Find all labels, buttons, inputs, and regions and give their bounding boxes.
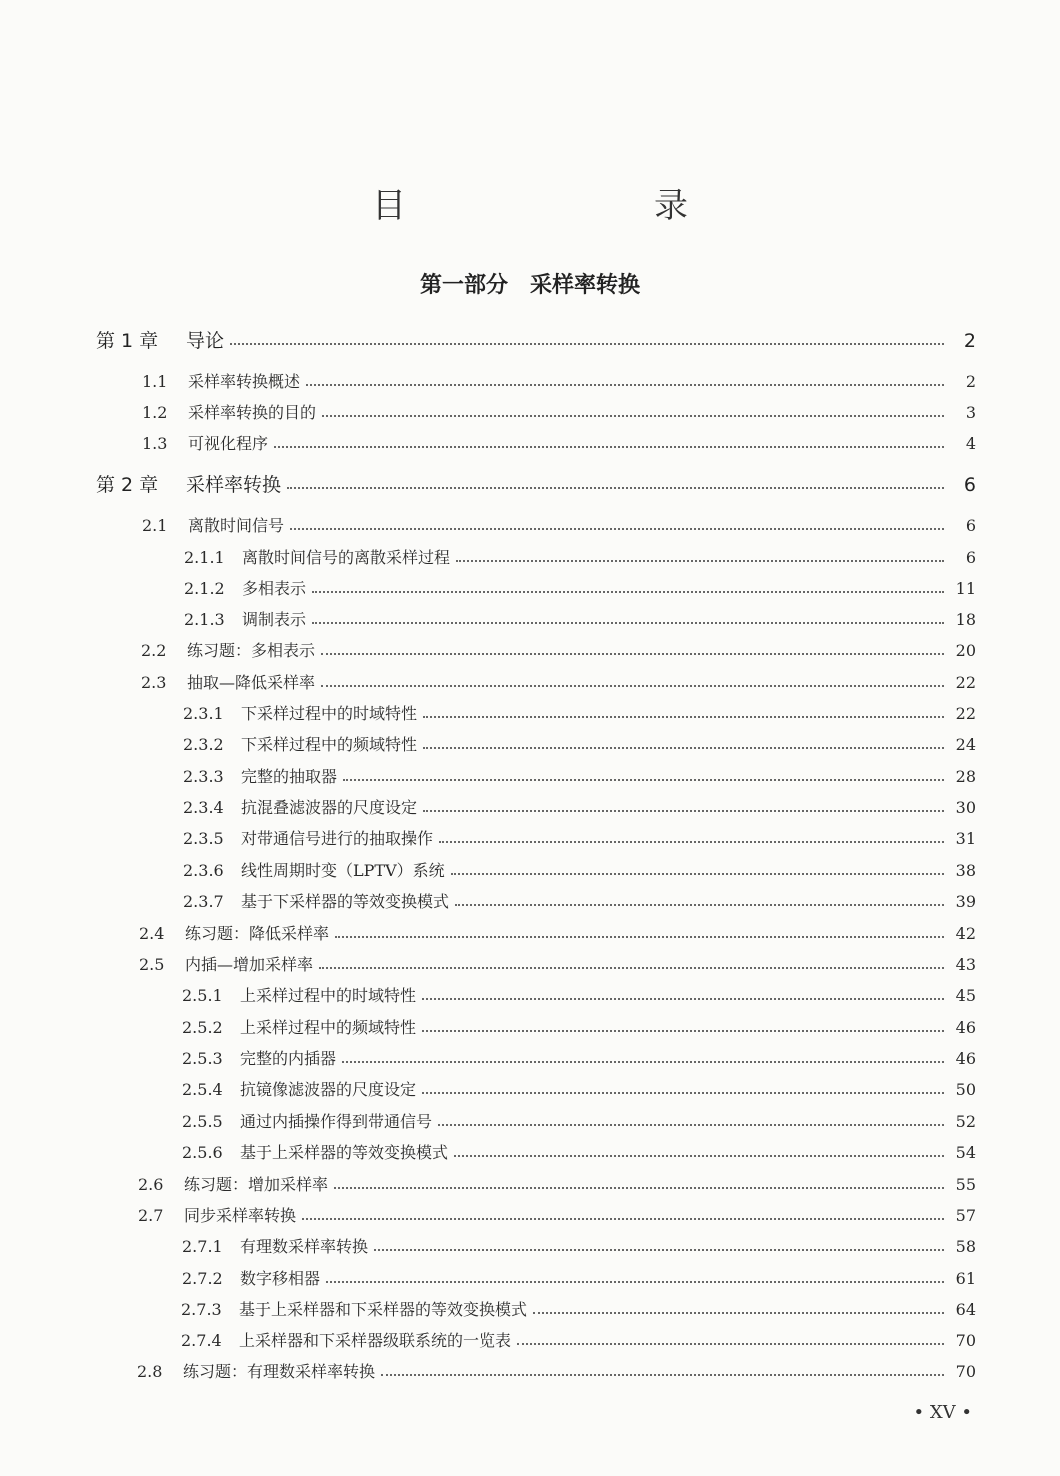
toc-entry-page: 22 xyxy=(955,673,976,692)
dot-leader xyxy=(326,1281,944,1283)
toc-entry-label: 基于上采样器的等效变换模式 xyxy=(240,1143,449,1162)
page-number: • XV • xyxy=(913,1402,972,1423)
toc-entry-page: 58 xyxy=(955,1237,976,1256)
dot-leader xyxy=(302,1218,944,1220)
dot-leader xyxy=(423,716,944,718)
toc-entry-subsection[interactable] xyxy=(182,1046,976,1069)
toc-entry-label: 采样率转换 xyxy=(186,474,282,496)
dot-leader xyxy=(230,343,944,345)
toc-entry-subsection[interactable] xyxy=(182,1077,976,1100)
toc-entry-subsection[interactable] xyxy=(182,1234,976,1257)
toc-entry-page: 3 xyxy=(965,403,976,422)
toc-entry-page: 6 xyxy=(963,474,976,496)
dot-leader xyxy=(422,1030,944,1032)
dot-leader xyxy=(321,653,944,655)
toc-entry-number: 2.1 xyxy=(142,516,168,535)
toc-entry-label: 有理数采样率转换 xyxy=(240,1237,369,1256)
toc-entry-section[interactable] xyxy=(142,369,976,392)
toc-entry-page: 46 xyxy=(955,1018,976,1037)
toc-entry-page: 55 xyxy=(955,1175,976,1194)
toc-entry-page: 54 xyxy=(955,1143,976,1162)
toc-entry-number: 2.8 xyxy=(137,1362,163,1381)
toc-entry-subsection[interactable] xyxy=(182,1140,976,1163)
toc-entry-page: 30 xyxy=(955,798,976,817)
dot-leader xyxy=(455,904,944,906)
toc-entry-page: 50 xyxy=(955,1080,976,1099)
dot-leader xyxy=(451,873,944,875)
dot-leader xyxy=(374,1249,944,1251)
toc-entry-subsection[interactable] xyxy=(182,1015,976,1038)
toc-entry-number: 2.5.2 xyxy=(182,1018,223,1037)
toc-entry-label: 离散时间信号的离散采样过程 xyxy=(242,548,451,567)
toc-entry-subsection[interactable] xyxy=(181,1328,976,1351)
toc-entry-page: 22 xyxy=(955,704,976,723)
toc-entry-section[interactable] xyxy=(142,513,976,536)
dot-leader xyxy=(306,384,944,386)
toc-entry-number: 第 1 章 xyxy=(96,330,159,352)
toc-entry-page: 18 xyxy=(955,610,976,629)
toc-entry-number: 2.7.3 xyxy=(181,1300,222,1319)
toc-entry-page: 64 xyxy=(955,1300,976,1319)
toc-entry-number: 2.1.1 xyxy=(184,548,225,567)
toc-entry-page: 28 xyxy=(955,767,976,786)
toc-entry-subsection[interactable] xyxy=(183,889,976,912)
toc-entry-section[interactable] xyxy=(139,952,976,975)
toc-entry-section[interactable] xyxy=(142,400,976,423)
toc-entry-label: 基于上采样器和下采样器的等效变换模式 xyxy=(239,1300,528,1319)
toc-entry-page: 2 xyxy=(965,372,976,391)
toc-entry-subsection[interactable] xyxy=(182,983,976,1006)
toc-entry-label: 练习题：降低采样率 xyxy=(185,924,330,943)
toc-entry-label: 采样率转换概述 xyxy=(188,372,301,391)
toc-entry-label: 多相表示 xyxy=(242,579,307,598)
toc-entry-number: 2.3.5 xyxy=(183,829,224,848)
toc-entry-label: 内插—增加采样率 xyxy=(185,955,314,974)
toc-entry-number: 2.7.2 xyxy=(182,1269,223,1288)
toc-entry-label: 通过内插操作得到带通信号 xyxy=(240,1112,433,1131)
toc-entry-number: 1.1 xyxy=(142,372,168,391)
toc-entry-number: 2.3.4 xyxy=(183,798,224,817)
dot-leader xyxy=(423,810,944,812)
toc-entry-subsection[interactable] xyxy=(183,764,976,787)
toc-entry-number: 2.3.1 xyxy=(183,704,224,723)
toc-entry-number: 2.4 xyxy=(139,924,165,943)
toc-entry-page: 52 xyxy=(955,1112,976,1131)
toc-entry-label: 抽取—降低采样率 xyxy=(187,673,316,692)
page-title: 目 录 xyxy=(372,186,748,226)
toc-entry-number: 2.3.2 xyxy=(183,735,224,754)
toc-entry-label: 下采样过程中的时域特性 xyxy=(241,704,418,723)
toc-entry-number: 2.3 xyxy=(141,673,167,692)
toc-entry-label: 练习题：有理数采样率转换 xyxy=(183,1362,376,1381)
dot-leader xyxy=(454,1155,944,1157)
toc-entry-subsection[interactable] xyxy=(183,732,976,755)
toc-entry-number: 2.7 xyxy=(138,1206,164,1225)
toc-entry-number: 1.3 xyxy=(142,434,168,453)
toc-entry-number: 2.3.7 xyxy=(183,892,224,911)
toc-entry-number: 2.1.3 xyxy=(184,610,225,629)
dot-leader xyxy=(533,1312,944,1314)
toc-entry-number: 2.1.2 xyxy=(184,579,225,598)
toc-entry-page: 61 xyxy=(955,1269,976,1288)
toc-entry-chapter[interactable] xyxy=(96,470,976,497)
toc-entry-number: 2.5.6 xyxy=(182,1143,223,1162)
toc-entry-number: 2.5.3 xyxy=(182,1049,223,1068)
toc-entry-number: 2.2 xyxy=(141,641,167,660)
toc-entry-number: 2.7.1 xyxy=(182,1237,223,1256)
toc-entry-label: 抗镜像滤波器的尺度设定 xyxy=(240,1080,417,1099)
toc-entry-number: 2.3.6 xyxy=(183,861,224,880)
part-title: 第一部分 采样率转换 xyxy=(419,272,640,298)
toc-entry-number: 第 2 章 xyxy=(96,474,159,496)
toc-entry-label: 上采样器和下采样器级联系统的一览表 xyxy=(239,1331,512,1350)
toc-entry-label: 上采样过程中的频域特性 xyxy=(240,1018,417,1037)
toc-entry-page: 24 xyxy=(955,735,976,754)
dot-leader xyxy=(319,967,944,969)
toc-entry-subsection[interactable] xyxy=(184,576,976,599)
toc-entry-page: 70 xyxy=(955,1362,976,1381)
toc-entry-page: 46 xyxy=(955,1049,976,1068)
toc-entry-number: 2.5.5 xyxy=(182,1112,223,1131)
toc-entry-section[interactable] xyxy=(142,431,976,454)
toc-entry-label: 同步采样率转换 xyxy=(184,1206,297,1225)
dot-leader xyxy=(381,1374,944,1376)
dot-leader xyxy=(322,415,944,417)
toc-entry-page: 70 xyxy=(955,1331,976,1350)
toc-entry-section[interactable] xyxy=(137,1359,976,1382)
dot-leader xyxy=(423,747,944,749)
dot-leader xyxy=(342,1061,944,1063)
toc-entry-subsection[interactable] xyxy=(183,795,976,818)
toc-entry-label: 练习题：增加采样率 xyxy=(184,1175,329,1194)
toc-entry-subsection[interactable] xyxy=(183,701,976,724)
dot-leader xyxy=(438,1124,944,1126)
dot-leader xyxy=(517,1343,944,1345)
toc-entry-subsection[interactable] xyxy=(184,545,976,568)
toc-entry-label: 采样率转换的目的 xyxy=(188,403,317,422)
toc-entry-subsection[interactable] xyxy=(183,826,976,849)
toc-entry-page: 6 xyxy=(965,548,976,567)
toc-entry-section[interactable] xyxy=(141,638,976,661)
dot-leader xyxy=(422,1092,944,1094)
dot-leader xyxy=(312,591,944,593)
dot-leader xyxy=(274,446,944,448)
toc-entry-section[interactable] xyxy=(139,921,976,944)
dot-leader xyxy=(439,841,944,843)
toc-entry-label: 上采样过程中的时域特性 xyxy=(240,986,417,1005)
toc-entry-label: 练习题：多相表示 xyxy=(187,641,316,660)
toc-entry-page: 42 xyxy=(955,924,976,943)
toc-entry-page: 57 xyxy=(955,1206,976,1225)
dot-leader xyxy=(312,622,944,624)
dot-leader xyxy=(335,936,944,938)
toc-entry-label: 下采样过程中的频域特性 xyxy=(241,735,418,754)
dot-leader xyxy=(422,998,944,1000)
dot-leader xyxy=(321,685,944,687)
dot-leader xyxy=(334,1187,944,1189)
toc-entry-number: 2.6 xyxy=(138,1175,164,1194)
toc-entry-number: 2.7.4 xyxy=(181,1331,222,1350)
toc-entry-label: 完整的抽取器 xyxy=(241,767,338,786)
dot-leader xyxy=(287,487,944,489)
toc-entry-section[interactable] xyxy=(138,1172,976,1195)
dot-leader xyxy=(343,779,944,781)
toc-entry-label: 完整的内插器 xyxy=(240,1049,337,1068)
toc-entry-subsection[interactable] xyxy=(182,1109,976,1132)
toc-entry-label: 对带通信号进行的抽取操作 xyxy=(241,829,434,848)
toc-entry-label: 可视化程序 xyxy=(188,434,269,453)
toc-entry-page: 45 xyxy=(955,986,976,1005)
toc-entry-page: 6 xyxy=(965,516,976,535)
toc-entry-page: 4 xyxy=(965,434,976,453)
toc-entry-section[interactable] xyxy=(138,1203,976,1226)
toc-entry-page: 39 xyxy=(955,892,976,911)
toc-entry-subsection[interactable] xyxy=(182,1266,976,1289)
toc-entry-subsection[interactable] xyxy=(184,607,976,630)
toc-entry-page: 2 xyxy=(963,330,976,352)
toc-entry-subsection[interactable] xyxy=(181,1297,976,1320)
toc-entry-label: 数字移相器 xyxy=(240,1269,321,1288)
dot-leader xyxy=(456,560,944,562)
toc-entry-page: 20 xyxy=(955,641,976,660)
dot-leader xyxy=(290,528,944,530)
toc-entry-page: 38 xyxy=(955,861,976,880)
toc-entry-chapter[interactable] xyxy=(96,326,976,353)
toc-entry-number: 2.3.3 xyxy=(183,767,224,786)
toc-entry-label: 基于下采样器的等效变换模式 xyxy=(241,892,450,911)
toc-entry-number: 1.2 xyxy=(142,403,168,422)
toc-entry-label: 抗混叠滤波器的尺度设定 xyxy=(241,798,418,817)
toc-entry-label: 导论 xyxy=(186,330,225,352)
toc-entry-page: 31 xyxy=(955,829,976,848)
toc-entry-subsection[interactable] xyxy=(183,858,976,881)
toc-entry-label: 调制表示 xyxy=(242,610,307,629)
toc-entry-section[interactable] xyxy=(141,670,976,693)
toc-entry-number: 2.5 xyxy=(139,955,165,974)
toc-entry-label: 离散时间信号 xyxy=(188,516,285,535)
toc-entry-page: 43 xyxy=(955,955,976,974)
toc-entry-label: 线性周期时变（LPTV）系统 xyxy=(241,861,445,880)
toc-entry-number: 2.5.1 xyxy=(182,986,223,1005)
toc-entry-page: 11 xyxy=(955,579,976,598)
toc-entry-number: 2.5.4 xyxy=(182,1080,223,1099)
